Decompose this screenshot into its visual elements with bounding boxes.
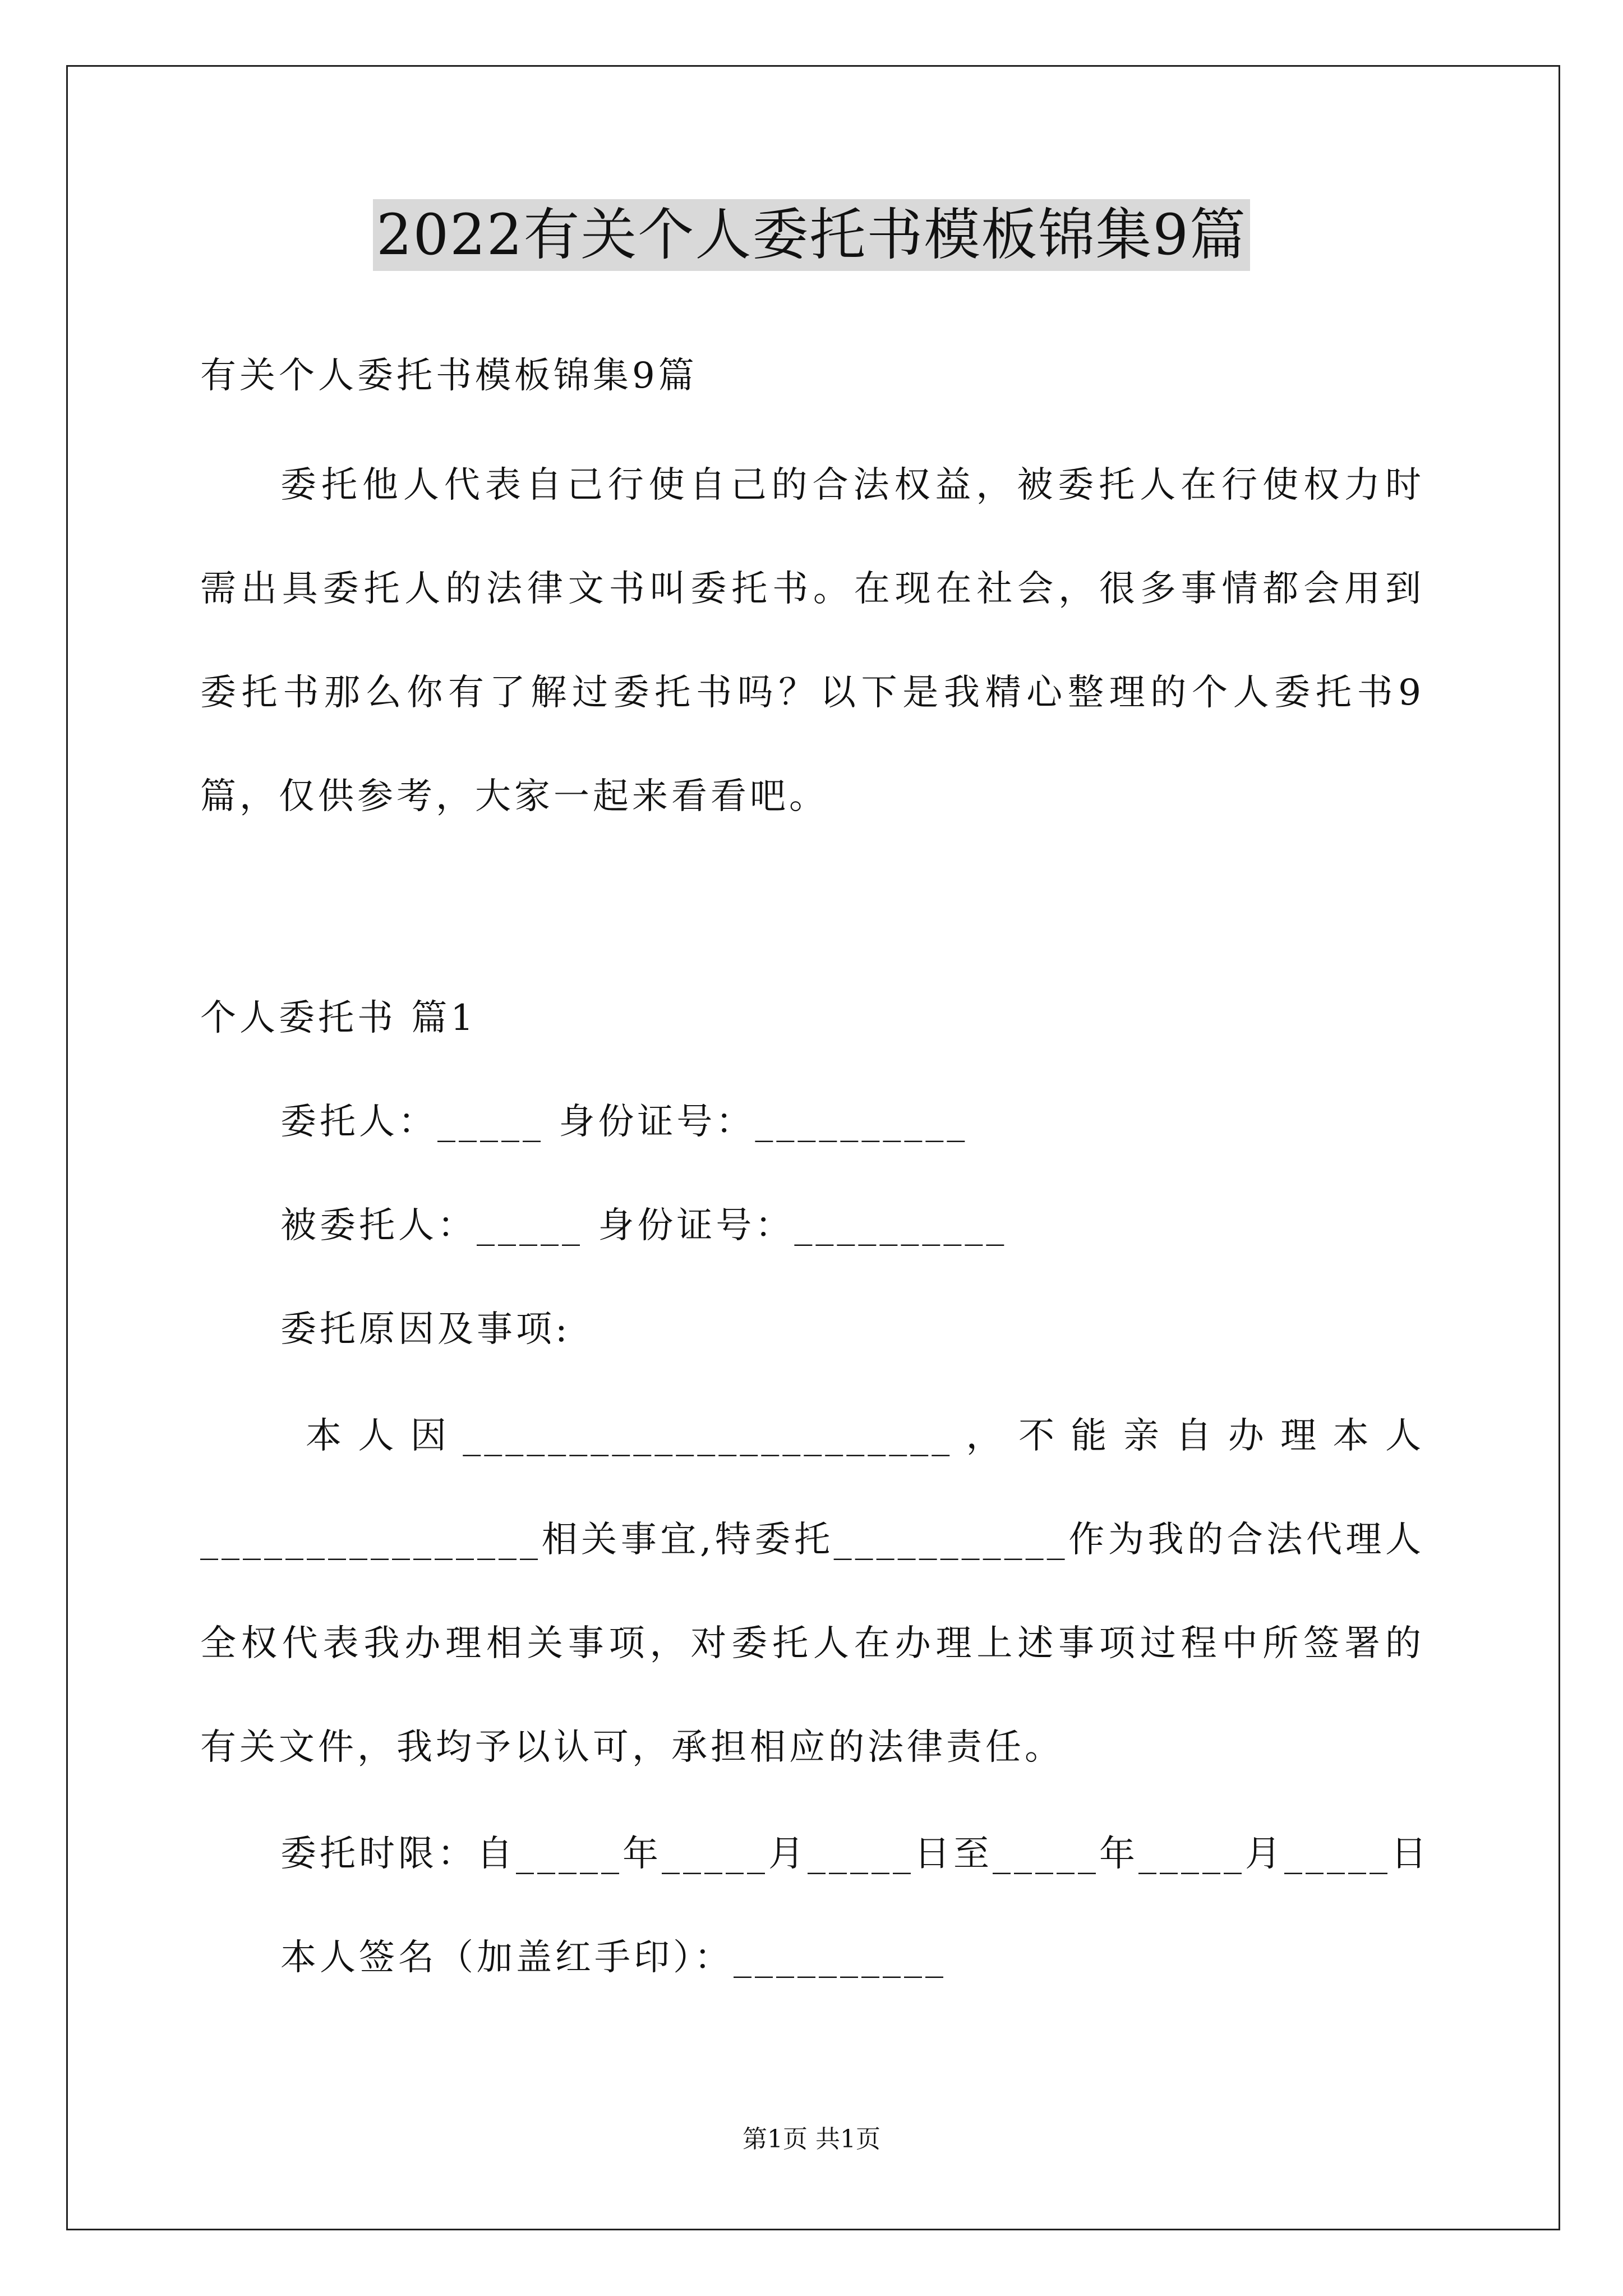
body-line-3: 全权代表我办理相关事项，对委托人在办理上述事项过程中所签署的 xyxy=(200,1623,1424,1664)
document-subtitle: 有关个人委托书模板锦集9篇 xyxy=(200,355,698,397)
intro-line-3: 委托书那么你有了解过委托书吗？以下是我精心整理的个人委托书9 xyxy=(200,672,1424,714)
intro-line-2: 需出具委托人的法律文书叫委托书。在现在社会，很多事情都会用到 xyxy=(200,568,1424,610)
intro-line-4: 篇，仅供参考，大家一起来看看吧。 xyxy=(200,776,828,817)
principal-field: 委托人：_____ 身份证号：__________ xyxy=(280,1101,969,1143)
period-field: 委托时限：自_____年_____月_____日至_____年_____月_____日 xyxy=(280,1833,1430,1875)
body-line-4: 有关文件，我均予以认可，承担相应的法律责任。 xyxy=(200,1727,1064,1768)
reason-label: 委托原因及事项: xyxy=(280,1309,571,1350)
body-line-1: 本人因_______________________，不能亲自办理本人 xyxy=(306,1415,1424,1457)
document-title: 2022有关个人委托书模板锦集9篇 xyxy=(373,199,1250,271)
body-line-2: ________________相关事宜,特委托___________作为我的合法代理人 xyxy=(200,1519,1424,1561)
signature-field: 本人签名（加盖红手印）：__________ xyxy=(280,1937,947,1978)
section-heading: 个人委托书 篇1 xyxy=(200,997,477,1039)
page-number: 第1页 共1页 xyxy=(743,2125,880,2154)
intro-line-1: 委托他人代表自己行使自己的合法权益，被委托人在行使权力时 xyxy=(280,464,1424,506)
agent-field: 被委托人：_____ 身份证号：__________ xyxy=(280,1205,1008,1246)
title-container xyxy=(0,199,1623,271)
